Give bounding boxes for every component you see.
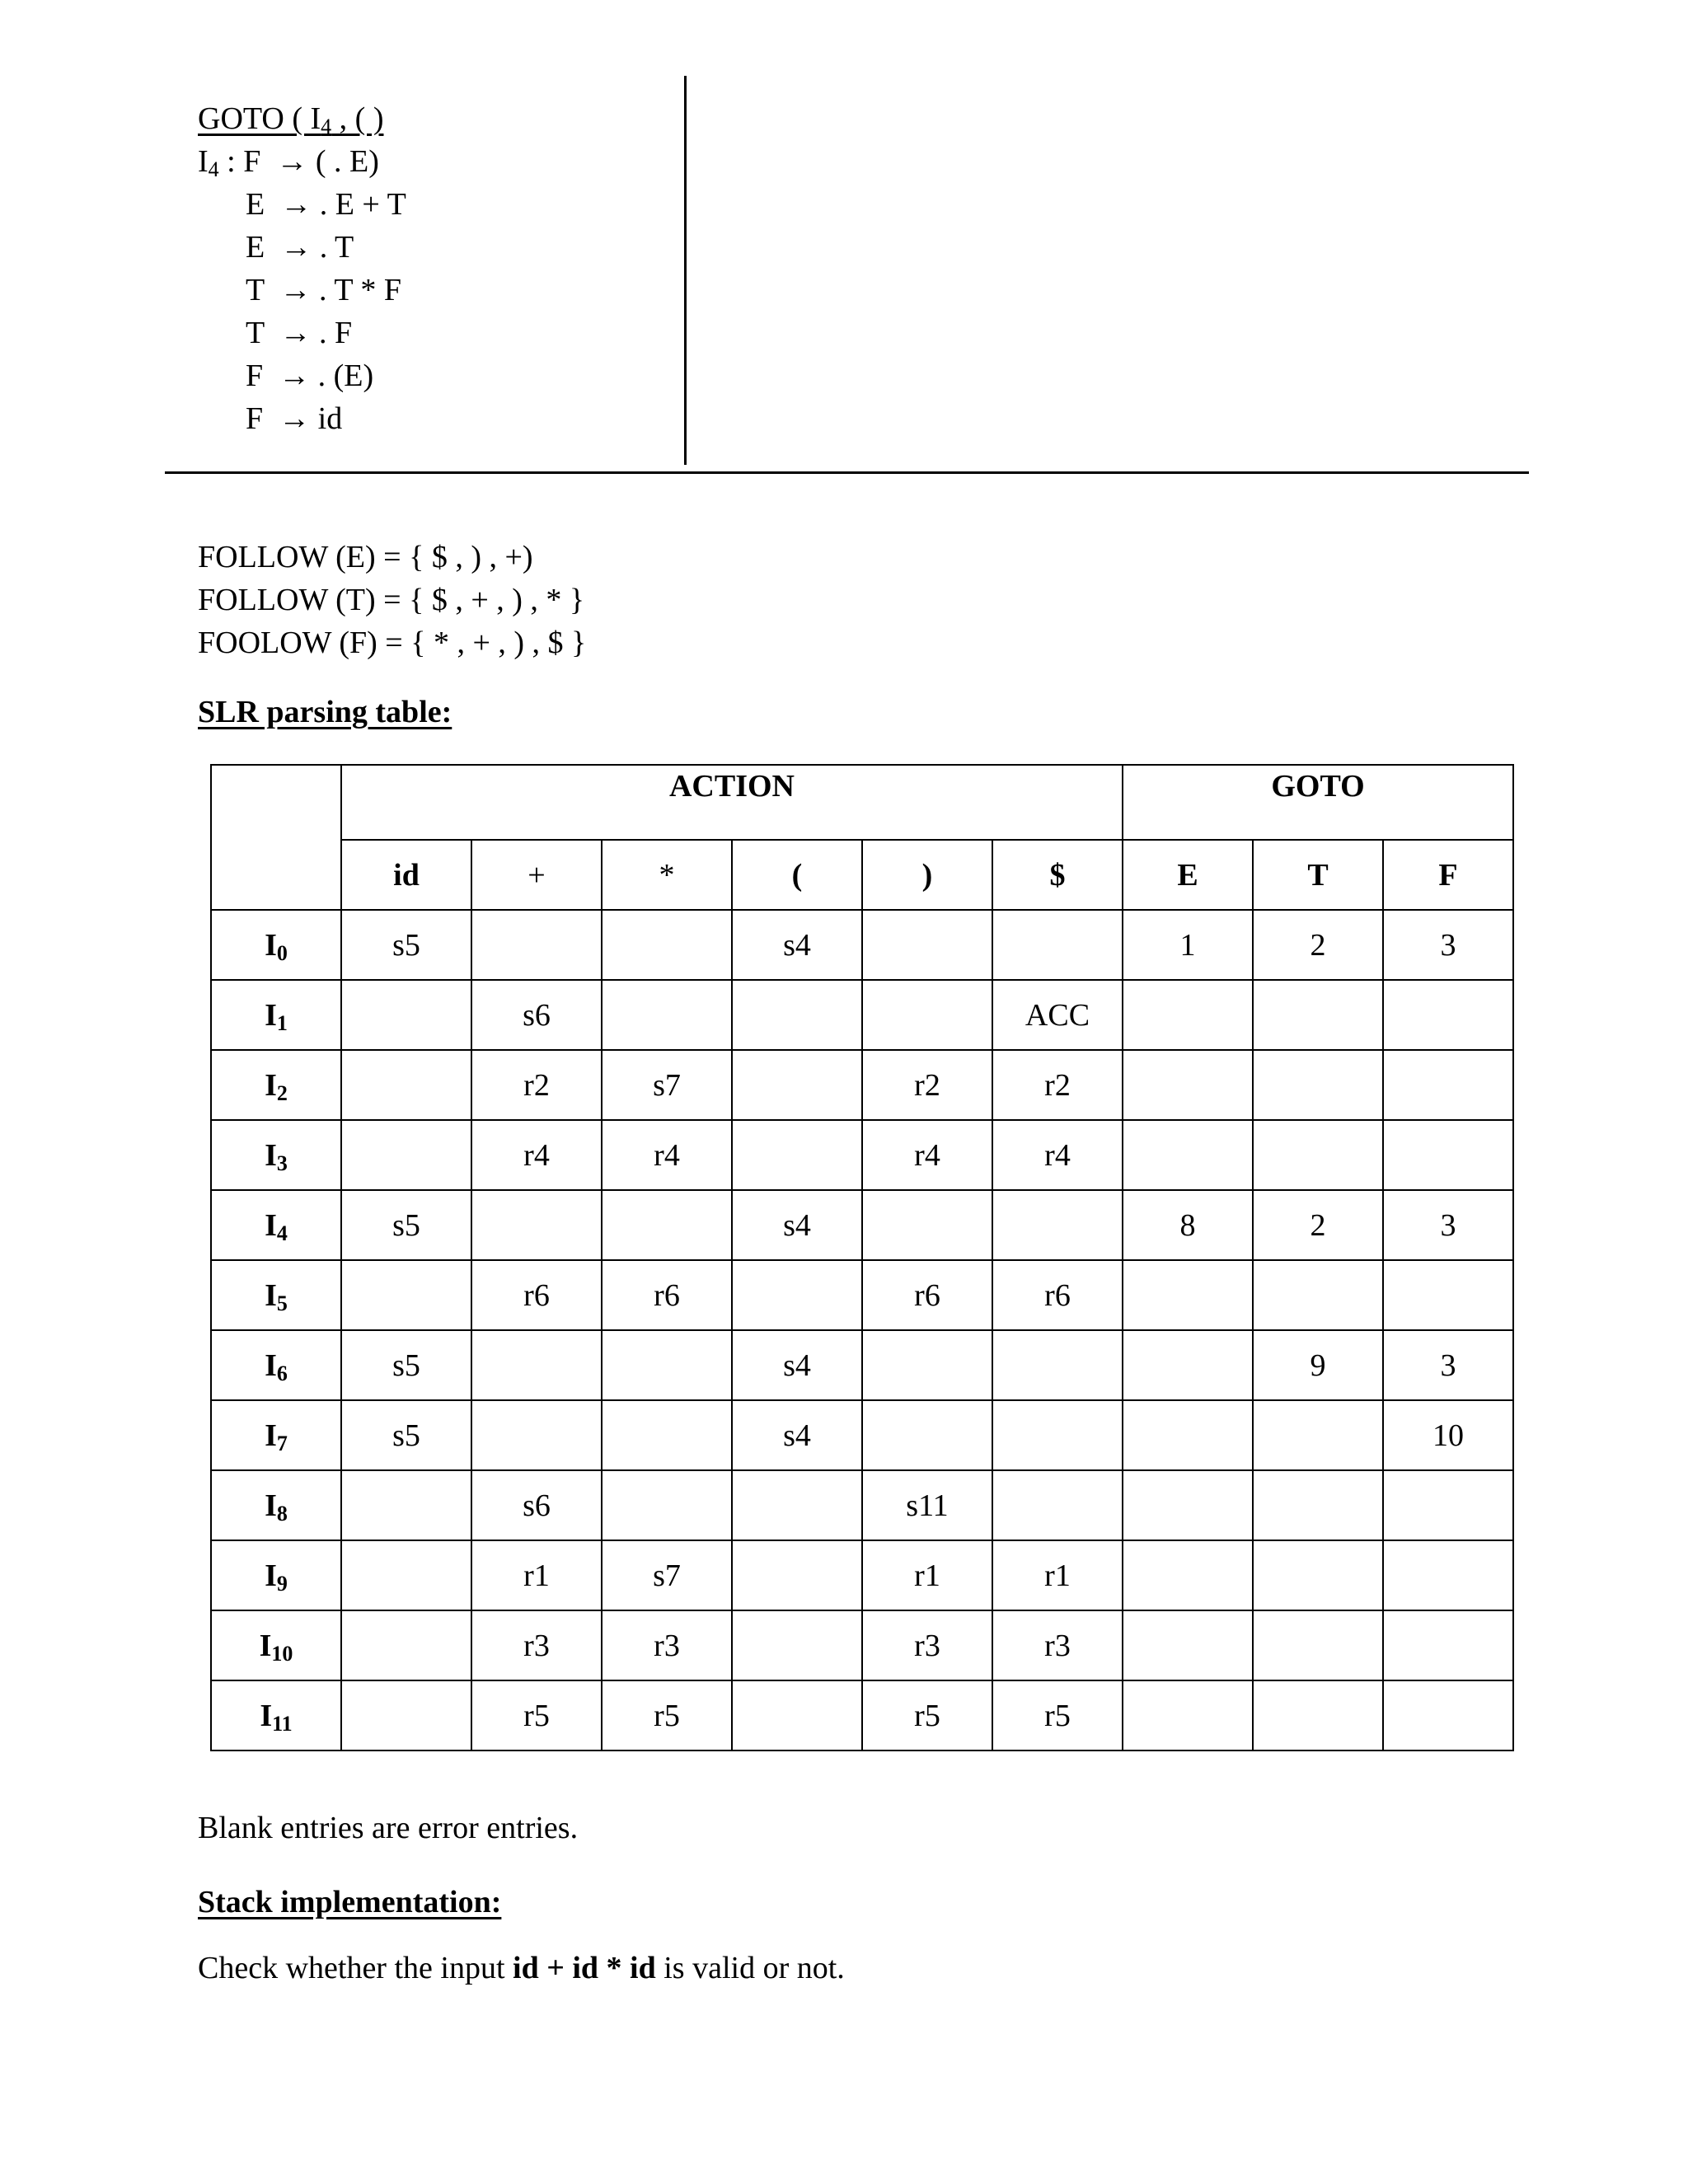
table-cell bbox=[1383, 1470, 1513, 1540]
table-cell: r4 bbox=[602, 1120, 732, 1190]
table-cell bbox=[1383, 1680, 1513, 1750]
table-cell bbox=[1123, 1540, 1253, 1610]
state-cell bbox=[211, 1050, 341, 1120]
table-cell bbox=[1123, 980, 1253, 1050]
state-subscript: 2 bbox=[276, 1080, 288, 1105]
table-cell: r3 bbox=[862, 1610, 992, 1680]
state-label: I bbox=[265, 997, 277, 1033]
state-cell bbox=[211, 1260, 341, 1330]
table-cell bbox=[1253, 1400, 1383, 1470]
state-subscript: 7 bbox=[276, 1431, 288, 1455]
table-row bbox=[211, 1330, 1513, 1400]
table-heading: SLR parsing table: bbox=[198, 695, 452, 729]
table-cell bbox=[1253, 980, 1383, 1050]
table-cell: r5 bbox=[862, 1680, 992, 1750]
table-cell bbox=[602, 980, 732, 1050]
table-cell bbox=[732, 1470, 862, 1540]
table-cell bbox=[1123, 1120, 1253, 1190]
table-cell bbox=[471, 1330, 602, 1400]
state-subscript: 0 bbox=[276, 940, 288, 965]
state-subscript: 6 bbox=[276, 1361, 288, 1385]
state-label: I bbox=[265, 1277, 277, 1313]
column-header: E bbox=[1123, 840, 1253, 910]
state-subscript: 10 bbox=[271, 1641, 293, 1666]
state-subscript: 5 bbox=[276, 1291, 288, 1315]
table-cell bbox=[992, 1190, 1123, 1260]
state-label: I bbox=[265, 1418, 277, 1453]
table-cell bbox=[341, 1260, 471, 1330]
table-row bbox=[211, 1050, 1513, 1120]
table-cell bbox=[1383, 980, 1513, 1050]
state-label: I bbox=[259, 1628, 272, 1663]
table-cell bbox=[862, 1400, 992, 1470]
goto-head-sub: 4 bbox=[208, 157, 219, 181]
table-cell bbox=[602, 1190, 732, 1260]
stack-heading: Stack implementation: bbox=[198, 1885, 502, 1919]
table-cell: r2 bbox=[992, 1050, 1123, 1120]
table-cell: r3 bbox=[471, 1610, 602, 1680]
check-sentence bbox=[198, 1950, 845, 1986]
table-row bbox=[211, 1470, 1513, 1540]
goto-title-sub: 4 bbox=[321, 115, 332, 138]
table-cell bbox=[862, 980, 992, 1050]
state-cell bbox=[211, 1540, 341, 1610]
table-cell bbox=[992, 1400, 1123, 1470]
state-label: I bbox=[265, 1347, 277, 1383]
table-cell: r6 bbox=[862, 1260, 992, 1330]
table-cell bbox=[471, 1400, 602, 1470]
table-cell bbox=[341, 1610, 471, 1680]
table-cell: 3 bbox=[1383, 1190, 1513, 1260]
table-cell: s5 bbox=[341, 1330, 471, 1400]
table-row bbox=[211, 1680, 1513, 1750]
state-label: I bbox=[265, 1137, 277, 1173]
table-cell: r6 bbox=[471, 1260, 602, 1330]
table-cell bbox=[732, 1540, 862, 1610]
state-cell bbox=[211, 1400, 341, 1470]
table-cell bbox=[341, 980, 471, 1050]
table-cell: 3 bbox=[1383, 1330, 1513, 1400]
state-subscript: 3 bbox=[276, 1151, 288, 1175]
goto-head-item bbox=[198, 140, 379, 183]
table-cell bbox=[1383, 1050, 1513, 1120]
table-cell bbox=[602, 910, 732, 980]
goto-title-prefix: GOTO ( I bbox=[198, 101, 321, 136]
table-cell bbox=[1123, 1260, 1253, 1330]
table-cell: r5 bbox=[992, 1680, 1123, 1750]
table-cell bbox=[862, 910, 992, 980]
table-cell: r6 bbox=[992, 1260, 1123, 1330]
table-row bbox=[211, 1400, 1513, 1470]
follow-set: FOLLOW (E) = { $ , ) , +) bbox=[198, 540, 533, 574]
vertical-divider bbox=[684, 76, 687, 465]
table-cell: s5 bbox=[341, 1190, 471, 1260]
goto-item: F → . (E) bbox=[246, 359, 374, 393]
column-header: ( bbox=[732, 840, 862, 910]
state-cell bbox=[211, 1470, 341, 1540]
table-cell: r4 bbox=[471, 1120, 602, 1190]
table-cell: s4 bbox=[732, 1190, 862, 1260]
table-cell bbox=[602, 1400, 732, 1470]
table-cell bbox=[1383, 1260, 1513, 1330]
table-cell bbox=[1253, 1680, 1383, 1750]
table-cell: s5 bbox=[341, 910, 471, 980]
table-cell: 1 bbox=[1123, 910, 1253, 980]
state-label: I bbox=[265, 927, 277, 963]
table-cell bbox=[732, 1680, 862, 1750]
table-cell: s7 bbox=[602, 1050, 732, 1120]
table-cell bbox=[1383, 1610, 1513, 1680]
state-cell bbox=[211, 1190, 341, 1260]
action-header: ACTION bbox=[341, 765, 1123, 840]
state-cell bbox=[211, 910, 341, 980]
table-cell: 2 bbox=[1253, 910, 1383, 980]
state-subscript: 11 bbox=[272, 1711, 293, 1736]
table-cell: s6 bbox=[471, 980, 602, 1050]
table-cell: ACC bbox=[992, 980, 1123, 1050]
table-cell: s11 bbox=[862, 1470, 992, 1540]
table-cell bbox=[732, 1260, 862, 1330]
table-cell: s5 bbox=[341, 1400, 471, 1470]
goto-item: E → . E + T bbox=[246, 187, 406, 222]
column-header: F bbox=[1383, 840, 1513, 910]
table-cell bbox=[341, 1050, 471, 1120]
table-cell bbox=[1123, 1400, 1253, 1470]
state-subscript: 8 bbox=[276, 1501, 288, 1526]
table-row bbox=[211, 910, 1513, 980]
goto-title bbox=[198, 97, 383, 140]
table-cell: 3 bbox=[1383, 910, 1513, 980]
table-cell: 9 bbox=[1253, 1330, 1383, 1400]
table-cell bbox=[1253, 1470, 1383, 1540]
table-row bbox=[211, 1120, 1513, 1190]
table-cell: r1 bbox=[862, 1540, 992, 1610]
table-cell bbox=[732, 1120, 862, 1190]
table-cell bbox=[1383, 1120, 1513, 1190]
table-cell: r1 bbox=[992, 1540, 1123, 1610]
check-prefix: Check whether the input bbox=[198, 1951, 513, 1985]
table-cell bbox=[732, 1050, 862, 1120]
table-header-row bbox=[211, 765, 1513, 840]
table-cell: s4 bbox=[732, 910, 862, 980]
column-header: $ bbox=[992, 840, 1123, 910]
table-row bbox=[211, 1190, 1513, 1260]
table-cell: 8 bbox=[1123, 1190, 1253, 1260]
table-cell bbox=[471, 1190, 602, 1260]
goto-item: T → . T * F bbox=[246, 273, 401, 307]
goto-item: E → . T bbox=[246, 230, 354, 265]
column-header: ) bbox=[862, 840, 992, 910]
table-cell: r6 bbox=[602, 1260, 732, 1330]
table-body bbox=[211, 910, 1513, 1750]
goto-header: GOTO bbox=[1123, 765, 1513, 840]
state-cell bbox=[211, 1680, 341, 1750]
table-cell: 2 bbox=[1253, 1190, 1383, 1260]
table-cell bbox=[1123, 1050, 1253, 1120]
table-cell bbox=[1253, 1260, 1383, 1330]
table-cell: r5 bbox=[471, 1680, 602, 1750]
table-cell bbox=[862, 1190, 992, 1260]
table-cell bbox=[341, 1470, 471, 1540]
follow-set: FOOLOW (F) = { * , + , ) , $ } bbox=[198, 626, 587, 660]
table-cell bbox=[1253, 1610, 1383, 1680]
error-note: Blank entries are error entries. bbox=[198, 1811, 579, 1845]
table-cell: s6 bbox=[471, 1470, 602, 1540]
state-cell bbox=[211, 1120, 341, 1190]
table-row bbox=[211, 1540, 1513, 1610]
table-cell: s7 bbox=[602, 1540, 732, 1610]
table-cell bbox=[1123, 1680, 1253, 1750]
follow-set: FOLLOW (T) = { $ , + , ) , * } bbox=[198, 583, 585, 617]
table-cell bbox=[602, 1470, 732, 1540]
table-cell bbox=[341, 1120, 471, 1190]
goto-head-prefix: I bbox=[198, 144, 209, 179]
table-cell bbox=[992, 910, 1123, 980]
table-cell bbox=[1253, 1540, 1383, 1610]
table-cell: r5 bbox=[602, 1680, 732, 1750]
table-cell bbox=[732, 980, 862, 1050]
table-row bbox=[211, 1260, 1513, 1330]
state-subscript: 4 bbox=[276, 1221, 288, 1245]
table-cell: r4 bbox=[992, 1120, 1123, 1190]
table-cell bbox=[471, 910, 602, 980]
column-header: id bbox=[341, 840, 471, 910]
state-label: I bbox=[265, 1558, 277, 1593]
column-header: T bbox=[1253, 840, 1383, 910]
check-suffix: is valid or not. bbox=[655, 1951, 845, 1985]
table-cell: r4 bbox=[862, 1120, 992, 1190]
table-cell: r3 bbox=[602, 1610, 732, 1680]
goto-title-suffix: , ( ) bbox=[331, 101, 384, 136]
state-label: I bbox=[265, 1067, 277, 1103]
slr-parsing-table bbox=[210, 764, 1514, 1751]
table-cell: r2 bbox=[471, 1050, 602, 1120]
state-cell bbox=[211, 1330, 341, 1400]
state-subscript: 9 bbox=[276, 1571, 288, 1596]
state-label: I bbox=[265, 1488, 277, 1523]
state-label: I bbox=[260, 1698, 273, 1733]
table-cell bbox=[732, 1610, 862, 1680]
table-cell bbox=[1123, 1330, 1253, 1400]
table-cell: r3 bbox=[992, 1610, 1123, 1680]
table-cell bbox=[1253, 1120, 1383, 1190]
goto-head-suffix: : F → ( . E) bbox=[218, 144, 379, 179]
goto-item: F → id bbox=[246, 401, 343, 436]
table-cell bbox=[1123, 1610, 1253, 1680]
table-cell bbox=[341, 1680, 471, 1750]
state-cell bbox=[211, 1610, 341, 1680]
table-cell bbox=[602, 1330, 732, 1400]
table-cell bbox=[992, 1470, 1123, 1540]
column-header: + bbox=[471, 840, 602, 910]
table-cell: r1 bbox=[471, 1540, 602, 1610]
table-cell bbox=[341, 1540, 471, 1610]
table-cell bbox=[1383, 1540, 1513, 1610]
state-cell bbox=[211, 980, 341, 1050]
table-cell bbox=[1253, 1050, 1383, 1120]
table-row bbox=[211, 1610, 1513, 1680]
table-cell bbox=[1123, 1470, 1253, 1540]
column-header: * bbox=[602, 840, 732, 910]
table-column-row bbox=[211, 840, 1513, 910]
table-cell: s4 bbox=[732, 1400, 862, 1470]
table-cell bbox=[862, 1330, 992, 1400]
table-cell: 10 bbox=[1383, 1400, 1513, 1470]
table-cell bbox=[992, 1330, 1123, 1400]
goto-item: T → . F bbox=[246, 316, 353, 350]
state-label: I bbox=[265, 1207, 277, 1243]
horizontal-divider bbox=[165, 471, 1529, 474]
state-header-cell bbox=[211, 765, 341, 910]
table-cell: r2 bbox=[862, 1050, 992, 1120]
table-row bbox=[211, 980, 1513, 1050]
table-cell: s4 bbox=[732, 1330, 862, 1400]
check-input: id + id * id bbox=[513, 1951, 656, 1985]
state-subscript: 1 bbox=[276, 1010, 288, 1035]
